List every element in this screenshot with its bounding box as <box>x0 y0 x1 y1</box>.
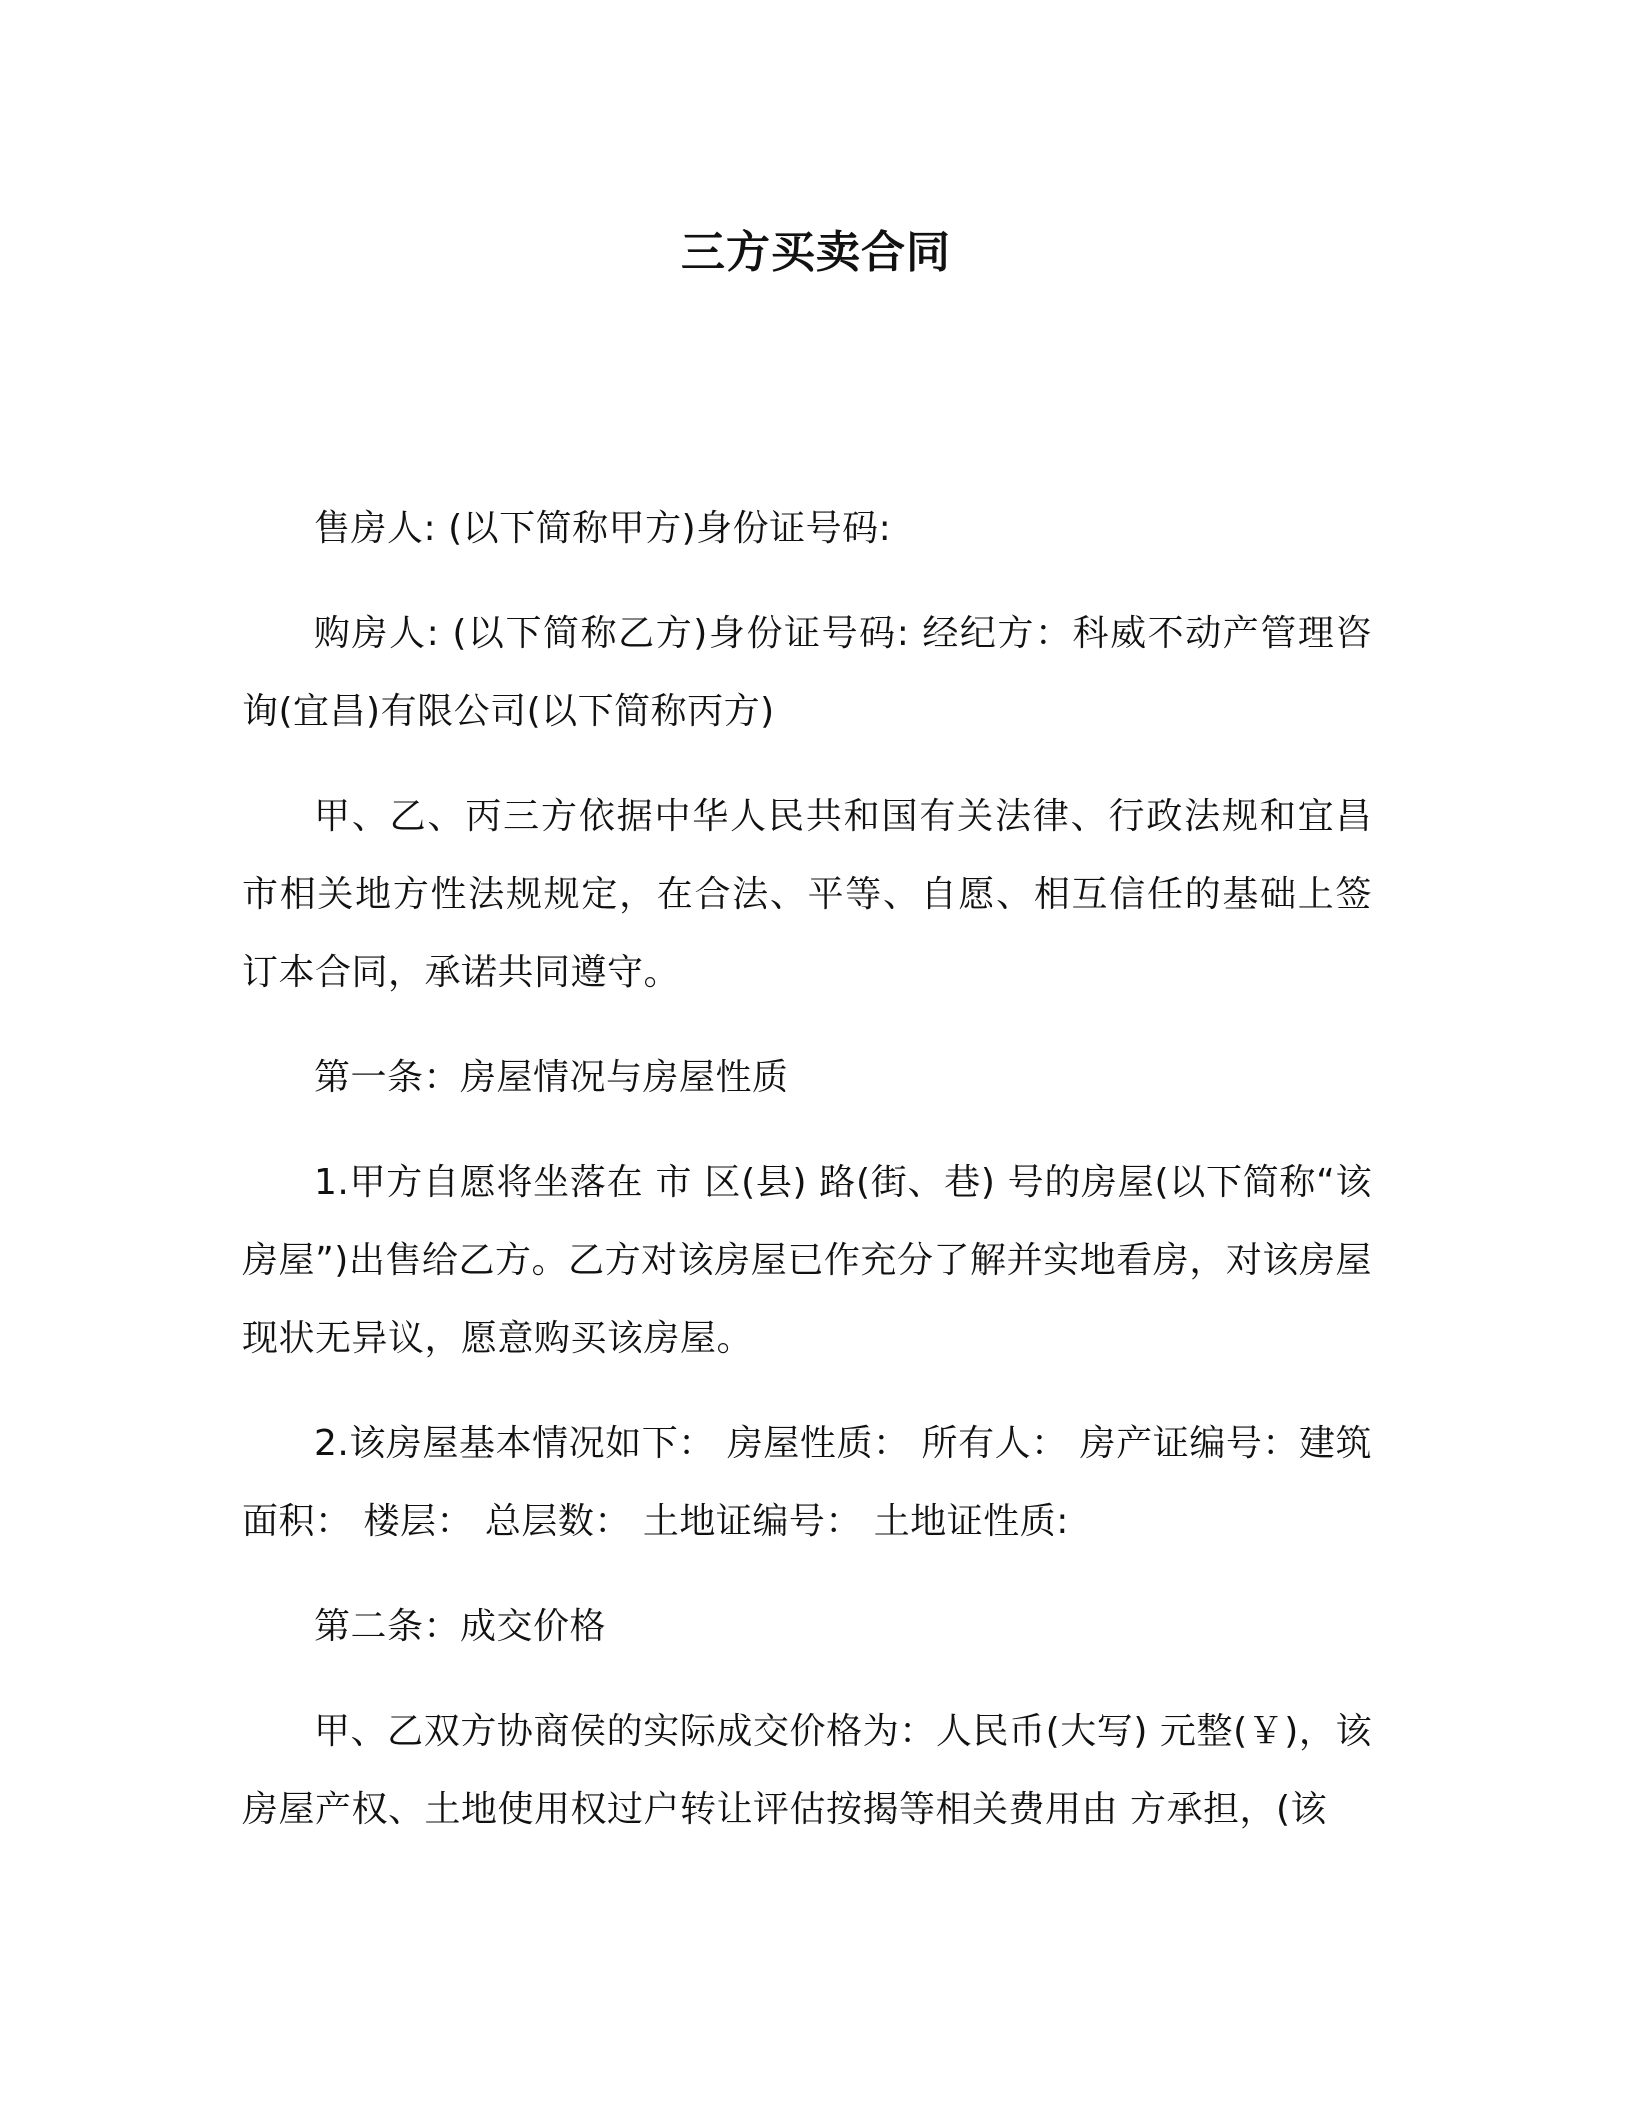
contract-body <box>242 490 1372 1876</box>
article-1-clause-1: 1.甲方自愿将坐落在 市 区(县) 路(街、巷) 号的房屋(以下简称“该房屋”)出售给乙方。乙方对该房屋已作充分了解并实地看房，对该房屋现状无异议，愿意购买该房屋。 <box>242 1162 1372 1359</box>
article-2-heading: 第二条：成交价格 <box>314 1606 607 1647</box>
article-1-clause-2: 2.该房屋基本情况如下： 房屋性质： 所有人： 房产证编号：建筑面积： 楼层： 总层数： 土地证编号： 土地证性质: <box>242 1423 1372 1542</box>
article-1-heading: 第一条：房屋情况与房屋性质 <box>314 1057 789 1098</box>
contract-title: 三方买卖合同 <box>681 227 951 278</box>
preamble-paragraph: 甲、乙、丙三方依据中华人民共和国有关法律、行政法规和宜昌市相关地方性法规规定，在合法、平等、自愿、相互信任的基础上签订本合同，承诺共同遵守。 <box>242 796 1372 993</box>
buyer-agent-line: 购房人: (以下简称乙方)身份证号码: 经纪方：科威不动产管理咨询(宜昌)有限公司(以下简称丙方) <box>242 613 1372 732</box>
article-2-price-paragraph: 甲、乙双方协商侯的实际成交价格为：人民币(大写) 元整(￥)，该房屋产权、土地使用权过户转让评估按揭等相关费用由 方承担，(该 <box>242 1711 1372 1830</box>
seller-line: 售房人: (以下简称甲方)身份证号码: <box>314 508 892 549</box>
